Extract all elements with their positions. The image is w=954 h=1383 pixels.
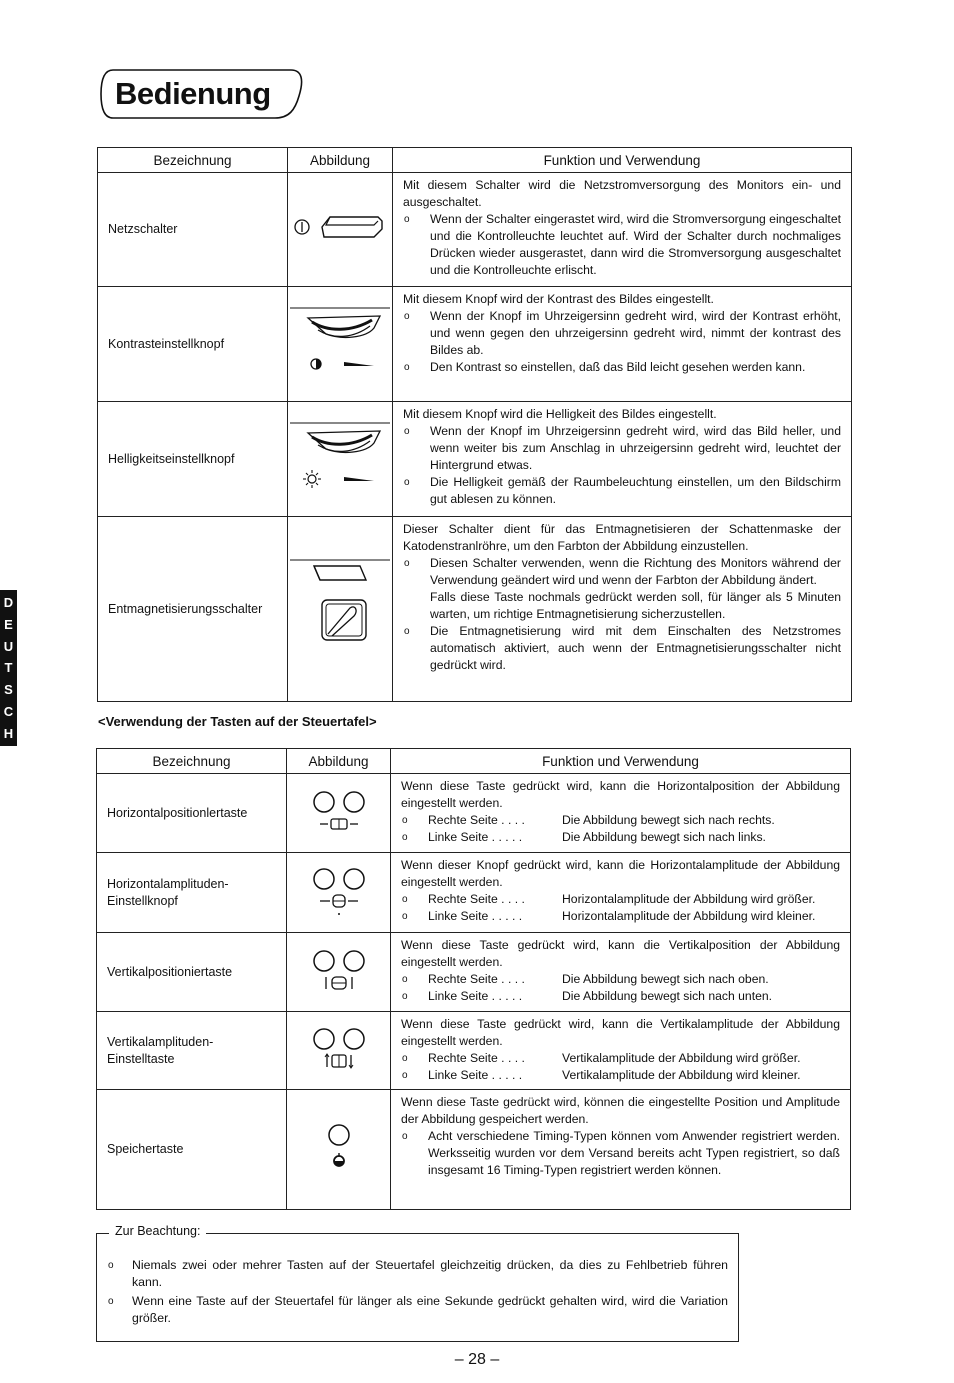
item-key: Rechte Seite . . . . [428,972,525,986]
column-header: Abbildung [287,749,391,774]
brightness-knob-icon [288,411,392,503]
horizontal-amplitude-buttons [287,853,391,933]
bullet-text: Wenn der Schalter eingerastet wird, wird die Stromversorgung eingeschaltet und die Kontrolleuchte leuchtet auf. Wird der Schalter durch nochmaliges Drücken wieder ausgerastet, dann wird die Stromversorgung ausgeschaltet und die Kontrolleuchte erlischt. [430,212,841,277]
description-bullet [401,988,840,1005]
bullet-mark: o [402,832,408,843]
side-tab-letter: E [4,617,13,633]
description-bullet [401,891,840,908]
description-text: Wenn dieser Knopf gedrückt wird, kann die Horizontalamplitude der Abbildung eingestellt werden. [401,858,840,889]
contrast-knob-icon [288,296,392,388]
bullet-text: Die Helligkeit gemäß der Raumbeleuchtung einstellen, um den Bildschirm gut ablesen zu können. [430,475,841,506]
table-row [98,173,852,287]
bullet-mark: o [402,1131,408,1142]
page-title: Bedienung [115,76,271,111]
bullet-mark: o [404,626,410,637]
control-name-line: Vertikalamplituden- [107,1034,214,1049]
description-text: Wenn diese Taste gedrückt wird, kann die Vertikalamplitude der Abbildung eingestellt werden. [401,1017,840,1048]
description-bullet [401,1128,840,1179]
control-name: Kontrasteinstellknopf [98,287,288,402]
bullet-mark: o [402,1053,408,1064]
vertical-position-icon [304,945,374,995]
table-row [97,853,851,933]
side-tab-letter: T [4,660,13,676]
description-bullet [403,423,841,474]
power-switch-illustration [288,173,393,287]
degauss-switch-icon [288,552,392,662]
function-description [393,517,852,702]
item-key: Rechte Seite . . . . [428,813,525,827]
item-key: Linke Seite . . . . . [428,830,523,844]
control-name: Horizontalpositionlertaste [97,774,287,853]
item-value: Die Abbildung bewegt sich nach oben. [562,972,769,986]
item-value: Horizontalamplitude der Abbildung wird größer. [562,892,816,906]
table-row [98,517,852,702]
bullet-text: Wenn der Knopf im Uhrzeigersinn gedreht wird, wird das Bild heller, und wenn weiter bis zum Anschlag in uhrzeigersinn gedreht wird, leuchtet der Hintergrund etwas. [430,424,841,472]
description-text: Mit diesem Knopf wird der Kontrast des Bildes eingestellt. [403,292,714,306]
bullet-text: Den Kontrast so einstellen, daß das Bild leicht gesehen werden kann. [430,360,806,374]
section-heading: <Verwendung der Tasten auf der Steuertafel> [98,714,377,729]
function-description [391,933,851,1012]
description-bullet [403,359,841,376]
function-description [393,287,852,402]
side-tab-letter: C [3,703,14,719]
description-text: Wenn diese Taste gedrückt wird, können die eingestellte Position und Amplitude der Abbildung gespeichert werden. [401,1095,840,1126]
description-bullet [401,812,840,829]
bullet-text: Die Entmagnetisierung wird mit dem Einschalten des Netzstromes automatisch aktiviert, auch wenn der Entmagnetisierungsschalter nicht gedrückt wird. [430,624,841,672]
function-description [393,173,852,287]
description-bullet [403,211,841,279]
table-row [97,933,851,1012]
column-header: Funktion und Verwendung [391,749,851,774]
table-row [98,287,852,402]
control-name-line: Einstelltaste [107,1051,175,1066]
bullet-mark: o [402,1070,408,1081]
memory-button-icon [319,1117,359,1177]
function-description [393,402,852,517]
memory-button-illustration [287,1090,391,1210]
description-bullet [403,474,841,508]
title-frame [99,66,304,122]
bullet-mark: o [108,1296,114,1307]
note-item [107,1257,728,1291]
description-text: Wenn diese Taste gedrückt wird, kann die Vertikalposition der Abbildung eingestellt werden. [401,938,840,969]
bullet-mark: o [402,974,408,985]
item-value: Horizontalamplitude der Abbildung wird kleiner. [562,909,816,923]
bullet-text: Wenn der Knopf im Uhrzeigersinn gedreht wird, wird der Kontrast erhöht, und wenn gegen den uhrzeigersinn gedreht wird, nimmt der kontrast des Bildes ab. [430,309,841,357]
control-name: Helligkeitseinstellknopf [98,402,288,517]
side-tab-letter: S [4,682,13,698]
bullet-text: Acht verschiedene Timing-Typen können vom Anwender registriert werden. Werksseitig wurden vor dem Versand bereits acht Typen registriert, so daß insgesamt 16 Timing-Typen registriert werden können. [428,1129,840,1177]
description-bullet [401,1067,840,1084]
side-tab-letter: D [3,595,14,611]
item-key: Linke Seite . . . . . [428,989,523,1003]
control-panel-table [96,748,851,1210]
column-header: Bezeichnung [98,148,288,173]
bullet-text: Diesen Schalter verwenden, wenn die Richtung des Monitors während der Verwendung geändert wird und wenn der Farbton der Abbildung ändert. [430,556,841,587]
table-row [97,1090,851,1210]
bullet-mark: o [108,1260,114,1271]
item-key: Linke Seite . . . . . [428,1068,523,1082]
bullet-mark: o [404,426,410,437]
item-key: Rechte Seite . . . . [428,892,525,906]
description-text: Mit diesem Schalter wird die Netzstromversorgung des Monitors ein- und ausgeschaltet. [403,178,841,209]
horizontal-position-buttons [287,774,391,853]
note-text: Niemals zwei oder mehrer Tasten auf der Steuertafel gleichzeitig drücken, da dies zu Fehlbetrieb führen kann. [132,1258,728,1289]
note-text: Wenn eine Taste auf der Steuertafel für länger als eine Sekunde gedrückt gehalten wird, wird die Variation größer. [132,1294,728,1325]
item-key: Linke Seite . . . . . [428,909,523,923]
control-name-line: Horizontalamplituden- [107,876,229,891]
table-header-row [97,749,851,774]
column-header: Bezeichnung [97,749,287,774]
bullet-mark: o [404,214,410,225]
function-description [391,1090,851,1210]
control-name-line: Einstellknopf [107,893,178,908]
function-description [391,853,851,933]
item-value: Die Abbildung bewegt sich nach links. [562,830,766,844]
horizontal-amplitude-icon [304,863,374,917]
control-name: Netzschalter [98,173,288,287]
description-bullet [401,908,840,925]
vertical-amplitude-icon [304,1023,374,1073]
bullet-mark: o [404,558,410,569]
bullet-mark: o [402,991,408,1002]
controls-table [97,147,852,702]
description-bullet [401,829,840,846]
bullet-mark: o [404,311,410,322]
table-row [97,1012,851,1090]
item-value: Vertikalamplitude der Abbildung wird größer. [562,1051,801,1065]
bullet-subtext: Falls diese Taste nochmals gedrückt werden soll, für länger als 5 Minuten warten, um richtige Entmagnetisierung sicherzustellen. [430,590,841,621]
column-header: Abbildung [288,148,393,173]
bullet-mark: o [404,362,410,373]
description-bullet [403,308,841,359]
note-list [107,1257,728,1329]
page-number: – 28 – [454,1351,500,1368]
control-name [97,853,287,933]
control-name: Vertikalpositioniertaste [97,933,287,1012]
degauss-switch-illustration [288,517,393,702]
column-header: Funktion und Verwendung [393,148,852,173]
side-tab-letter: U [3,638,14,654]
note-item [107,1293,728,1327]
note-box [96,1224,739,1342]
bullet-mark: o [402,815,408,826]
description-text: Mit diesem Knopf wird die Helligkeit des Bildes eingestellt. [403,407,717,421]
table-row [97,774,851,853]
table-header-row [98,148,852,173]
vertical-position-buttons [287,933,391,1012]
description-bullet [403,623,841,674]
description-text: Wenn diese Taste gedrückt wird, kann die Horizontalposition der Abbildung eingestellt werden. [401,779,840,810]
description-bullet [401,971,840,988]
side-tab-letter: H [3,725,14,741]
item-value: Die Abbildung bewegt sich nach rechts. [562,813,775,827]
description-bullet [401,1050,840,1067]
control-name: Entmagnetisierungsschalter [98,517,288,702]
control-name [97,1012,287,1090]
note-label: Zur Beachtung: [109,1224,206,1238]
function-description [391,774,851,853]
function-description [391,1012,851,1090]
power-switch-icon [290,207,390,247]
horizontal-position-icon [304,786,374,836]
description-text: Dieser Schalter dient für das Entmagnetisieren der Schattenmaske der Katodenstranlröhre, um den Farbton der Abbildung einzustellen. [403,522,841,553]
item-key: Rechte Seite . . . . [428,1051,525,1065]
brightness-knob-illustration [288,402,393,517]
contrast-knob-illustration [288,287,393,402]
item-value: Vertikalamplitude der Abbildung wird kleiner. [562,1068,801,1082]
table-row [98,402,852,517]
vertical-amplitude-buttons [287,1012,391,1090]
item-value: Die Abbildung bewegt sich nach unten. [562,989,773,1003]
language-side-tab [0,590,17,746]
bullet-mark: o [402,911,408,922]
control-name: Speichertaste [97,1090,287,1210]
bullet-mark: o [402,894,408,905]
description-bullet [403,555,841,623]
bullet-mark: o [404,477,410,488]
